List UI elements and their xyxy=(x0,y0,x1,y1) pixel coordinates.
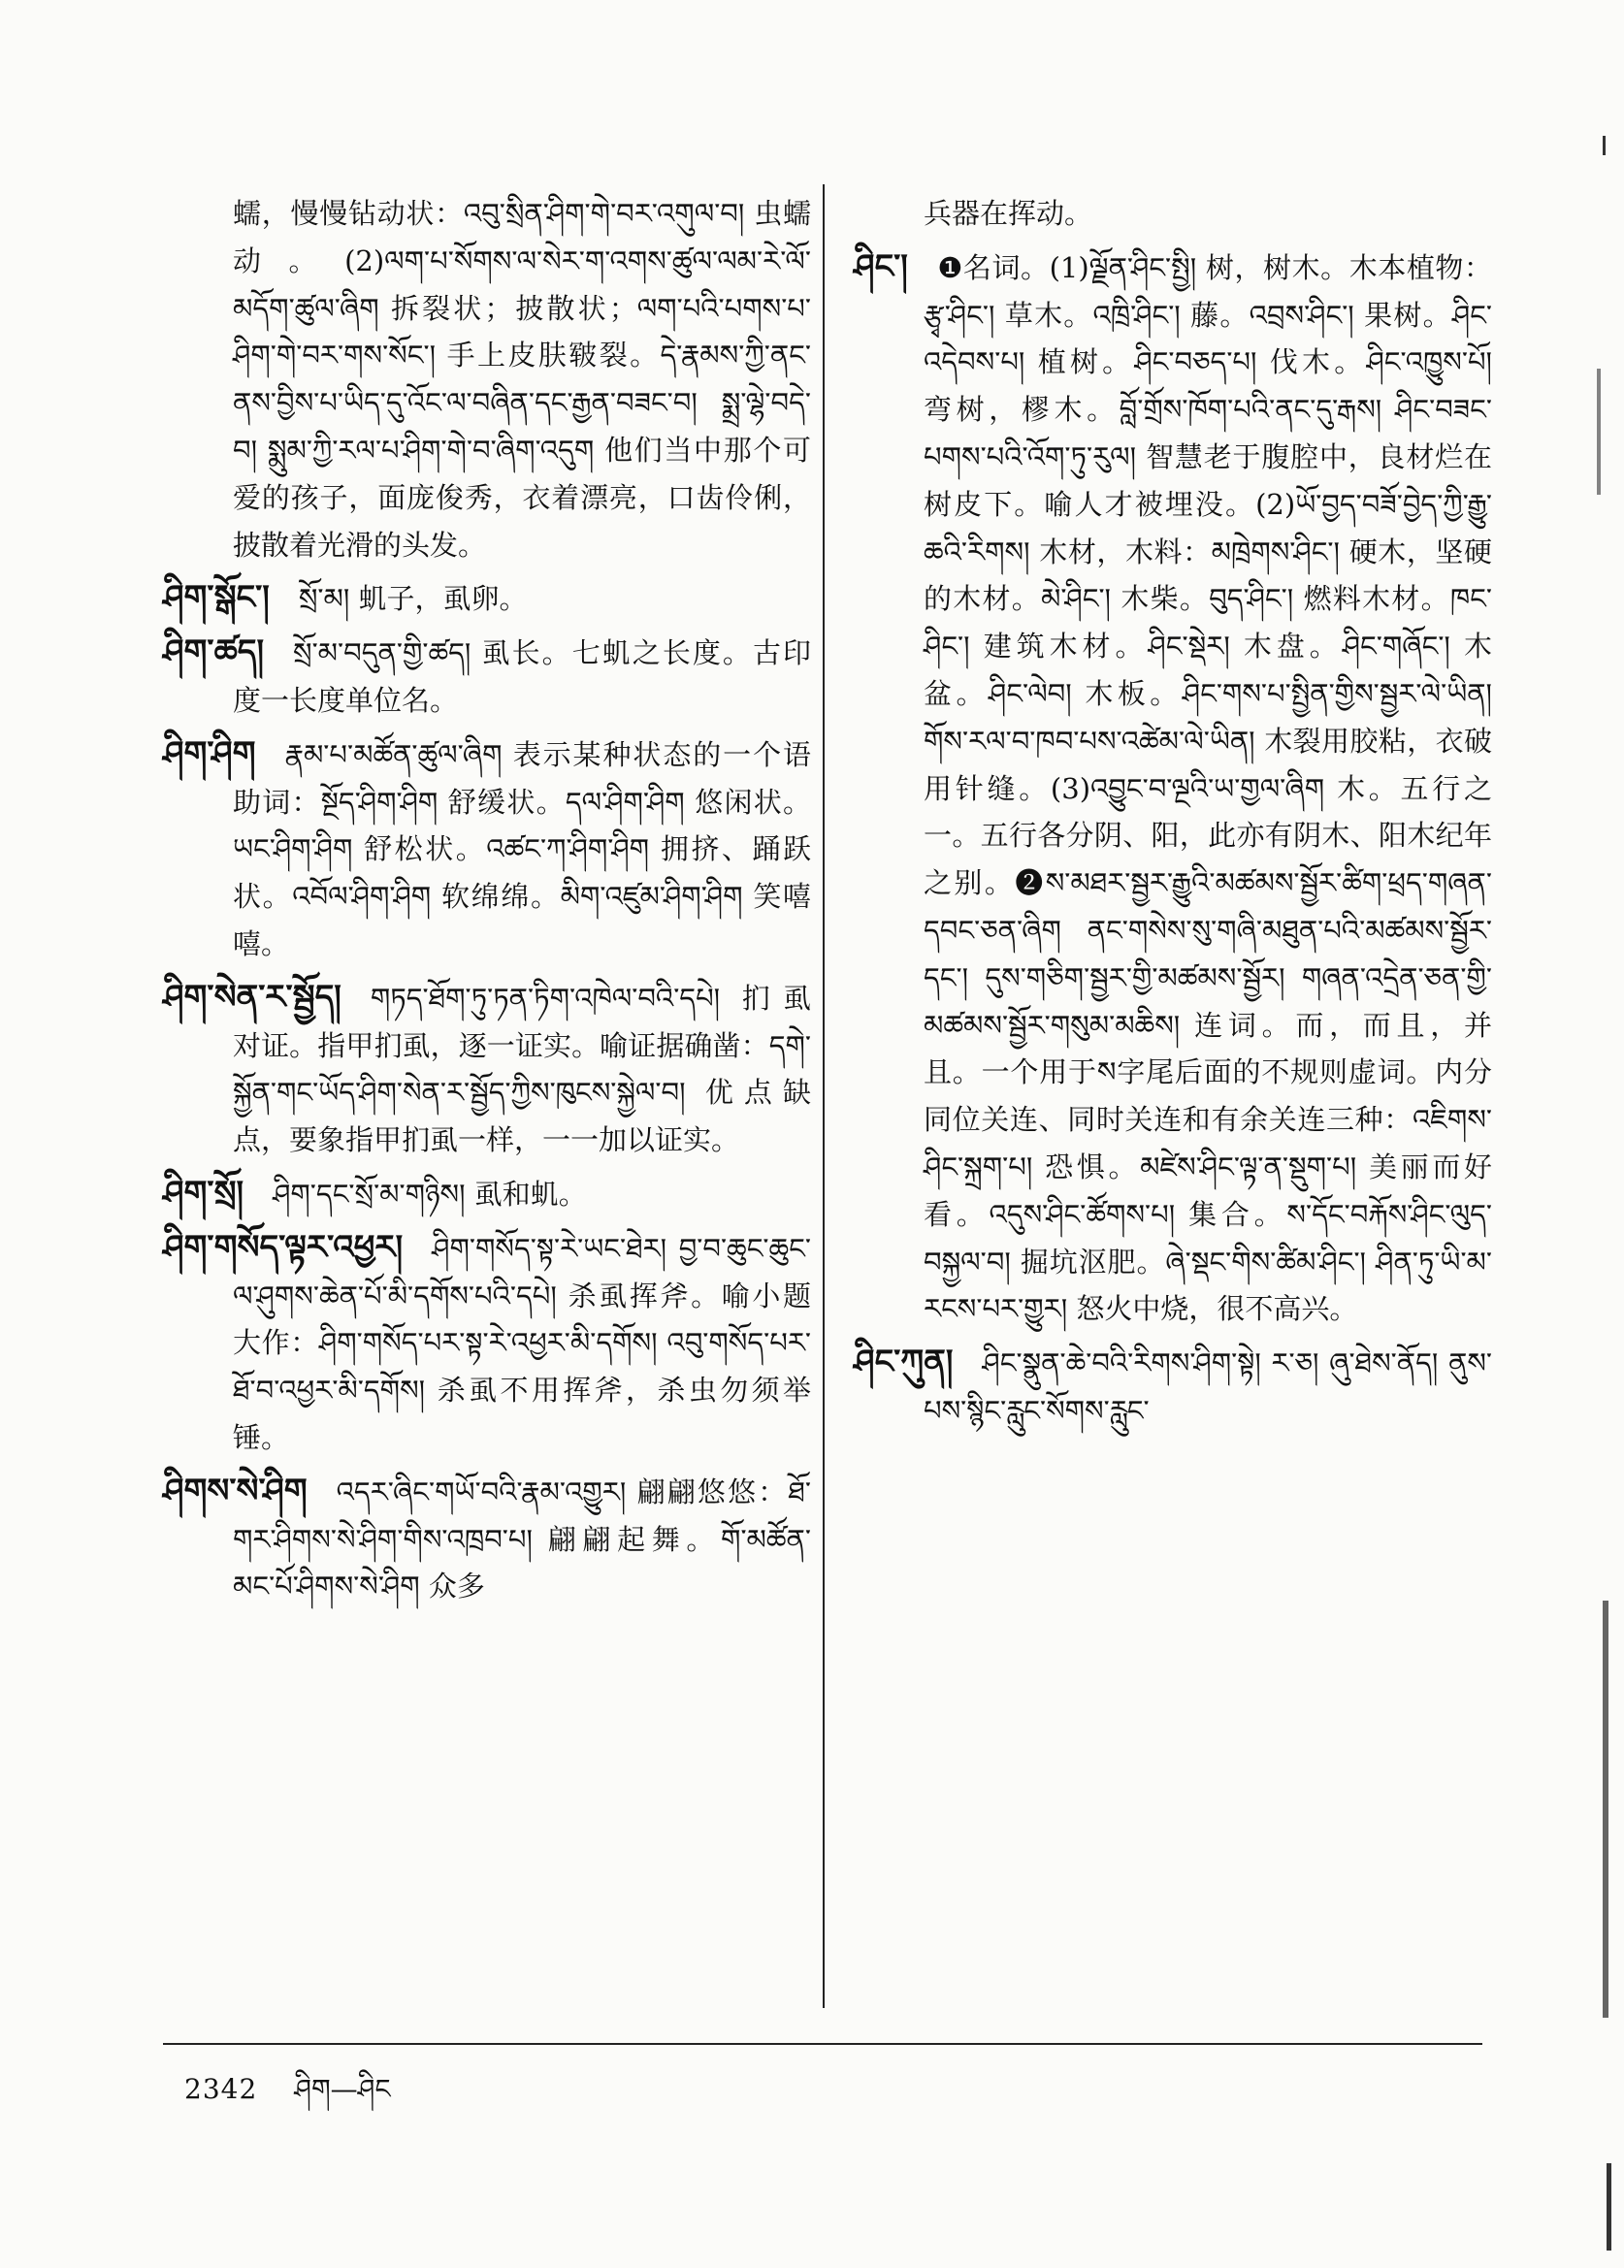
entry-body: སྲོ་མ། 虮子，虱卵。 xyxy=(298,582,528,616)
dictionary-entry xyxy=(854,243,1492,1333)
entry-body: སྲོ་མ་བདུན་གྱི་ཚད། 虱长。七虮之长度。古印度一长度单位名。 xyxy=(233,636,811,717)
headword: ཤིག་ཚད། xyxy=(163,632,265,672)
entry-body: ཤིག་དང་སྲོ་མ་གཉིས། 虱和虮。 xyxy=(273,1177,587,1211)
entry-body: རྣམ་པ་མཚོན་ཚུལ་ཞིག 表示某种状态的一个语助词：སྔོད་ཤིག་ཤིག 舒缓状。དལ་ཤིག་ཤིག 悠闲状。ཡང་ཤིག་ཤིག 舒松状。འཚང་ཀ་ཤིག་ཤིག 拥挤、踊跃状。འབོལ་ཤིག་ཤིག 软绵绵。མིག་འཛུམ་ཤིག་ཤིག 笑嘻嘻。 xyxy=(233,737,811,960)
entry-body: ཤིང་སྣུན་ཆེ་བའི་རིགས་ཤིག་སྟེ། ར་ཅ། ཞུ་ཐེས་ནོད། ནུས་པས་སྙིང་རླུང་སོགས་རླུང་ xyxy=(924,1346,1492,1427)
entry-continuation: 兵器在挥动。 xyxy=(924,197,1093,230)
dictionary-entry xyxy=(163,1224,811,1462)
scan-edge-mark xyxy=(1597,369,1601,495)
scan-edge-mark xyxy=(1607,2163,1611,2251)
headword: ཤིང་ཀུན། xyxy=(854,1343,954,1382)
headword: ཤིང་། xyxy=(854,246,908,286)
column-divider xyxy=(823,184,825,2008)
right-column xyxy=(854,190,1492,1441)
headword: ཤིག་སྲོ། xyxy=(163,1173,244,1213)
entry-body: ❶名词。(1)ལྗོན་ཤིང་སྤྱི། 树，树木。木本植物：རྩྭ་ཤིང་། 草木。འཁྲི་ཤིང་། 藤。འབྲས་ཤིང་། 果树。ཤིང་འདེབས་པ། 植树。ཤིང་བཅད་པ། 伐木。ཤིང་འཁྱུས་པོ། 弯树，樛木。བློ་གྲོས་ཁོག་པའི་ནང་དུ་རྒས། ཤིང་བཟང་པགས་པའི་འོག་ཏུ་རུལ། 智慧老于腹腔中，良材烂在树皮下。喻人才被埋没。(2)ཡོ་བྱད་བཟོ་བྱེད་ཀྱི་རྒྱུ་ཆའི་རིགས། 木材，木料：མཁྲེགས་ཤིང་། 硬木，坚硬的木材。མེ་ཤིང་། 木柴。བུད་ཤིང་། 燃料木材。ཁང་ཤིང་། 建筑木材。ཤིང་སྡེར། 木盘。ཤིང་གཞོང་། 木盆。ཤིང་ལེབ། 木板。ཤིང་གས་པ་སྤྱིན་གྱིས་སྦྱར་ལེ་ཡིན། གོས་རལ་བ་ཁབ་པས་འཚེམ་ལེ་ཡིན། 木裂用胶粘，衣破用针缝。(3)འབྱུང་བ་ལྔའི་ཡ་གྱལ་ཞིག 木。五行之一。五行各分阴、阳，此亦有阴木、阳木纪年之别。❷ས་མཐར་སྦྱར་རྒྱུའི་མཚམས་སྦྱོར་ཚིག་ཕྲད་གཞན་དབང་ཅན་ཞིག ནང་གསེས་སུ་གཞི་མཐུན་པའི་མཚམས་སྦྱོར་དང་། དུས་གཅིག་སྦྱར་གྱི་མཚམས་སྦྱོར། གཞན་འདྲེན་ཅན་གྱི་མཚམས་སྦྱོར་གསུམ་མཆིས། 连词。而，而且，并且。一个用于ས字尾后面的不规则虚词。内分同位关连、同时关连和有余关连三种：འཇིགས་ཤིང་སྐྲག་པ། 恐惧。མཛེས་ཤིང་ལྟ་ན་སྡུག་པ། 美丽而好看。འདུས་ཤིང་ཚོགས་པ། 集合。ས་དོང་བརྐོས་ཤིང་ལུད་བསྐྱལ་བ། 掘坑沤肥。ཞེ་སྡང་གིས་ཚིམ་ཤིང་། ཤིན་ཏུ་ཡི་མ་རངས་པར་གྱུར། 怒火中烧，很不高兴。 xyxy=(924,250,1492,1326)
page-number: 2342 xyxy=(184,2073,258,2105)
dictionary-entry xyxy=(163,730,811,968)
entry-body: འདར་ཞིང་གཡོ་བའི་རྣམ་འགྱུར། 翩翩悠悠：ཐོ་གར་ཤིགས་སེ་ཤིག་གིས་འཁྲབ་པ། 翩翩起舞。གོ་མཚོན་མང་པོ་ཤིགས་སེ་ཤིག 众多 xyxy=(233,1474,811,1604)
dictionary-entry xyxy=(163,1170,811,1218)
left-column xyxy=(163,190,811,1616)
entry-body: གཏད་ཐོག་ཏུ་ཏན་ཏིག་འཁེལ་བའི་དཔེ། 扪虱对证。指甲扪虱，逐一证实。喻证据确凿：དགེ་སྐྱོན་གང་ཡོད་ཤིག་སེན་ར་སྦྱོད་ཀྱིས་ཁུངས་སྐྱེལ་བ། 优点缺点，要象指甲扪虱一样，一一加以证实。 xyxy=(233,981,811,1157)
dictionary-entry xyxy=(163,574,811,623)
dictionary-entry xyxy=(163,629,811,725)
scan-edge-mark xyxy=(1603,136,1606,155)
dictionary-entry xyxy=(163,1468,811,1610)
footer-rule xyxy=(163,2043,1482,2045)
page-footer xyxy=(184,2058,391,2135)
dictionary-entry xyxy=(854,1339,1492,1435)
scan-edge-mark xyxy=(1603,1601,1608,2018)
page-range: ཤིག—ཤིང xyxy=(294,2073,391,2105)
entry-continuation: 蠕，慢慢钻动状：འབུ་སྲིན་ཤིག་གེ་བར་འགུལ་བ། 虫蠕动。(2)ལག་པ་སོགས་ལ་སེར་ག་འགས་ཚུལ་ལམ་རེ་ལོ་མདོག་ཚུལ་ཞིག 拆裂状；披散状；ལག་པའི་པགས་པ་ཤིག་གེ་བར་གས་སོང་། 手上皮肤皲裂。དེ་རྣམས་ཀྱི་ནང་ནས་བྱིས་པ་ཡིད་དུ་འོང་ལ་བཞིན་དང་རྒྱན་བཟང་བ། སྨྲ་ལྷེ་བདེ་བ། སྨུམ་ཀྱི་རལ་པ་ཤིག་གེ་བ་ཞིག་འདུག 他们当中那个可爱的孩子，面庞俊秀，衣着漂亮，口齿伶俐，披散着光滑的头发。 xyxy=(233,197,811,562)
headword: ཤིག་སེན་ར་སྦྱོད། xyxy=(163,977,341,1017)
headword: ཤིག་ཤིག xyxy=(163,733,256,773)
dictionary-entry xyxy=(163,974,811,1164)
headword: ཤིག་གསོད་ལྟར་འཕྱར། xyxy=(163,1227,404,1267)
headword: ཤིགས་སེ་ཤིག xyxy=(163,1471,308,1510)
entry-body: ཤིག་གསོད་སྟ་རེ་ཡང་ཐེར། བྱ་བ་ཆུང་ཆུང་ལ་ཤུགས་ཆེན་པོ་མི་དགོས་པའི་དཔེ། 杀虱挥斧。喻小题大作：ཤིག་གསོད་པར་སྟ་རེ་འཕྱར་མི་དགོས། འབུ་གསོད་པར་ཐོ་བ་འཕྱར་མི་དགོས། 杀虱不用挥斧，杀虫勿须举锤。 xyxy=(233,1231,811,1454)
headword: ཤིག་སྒོང་། xyxy=(163,578,270,618)
